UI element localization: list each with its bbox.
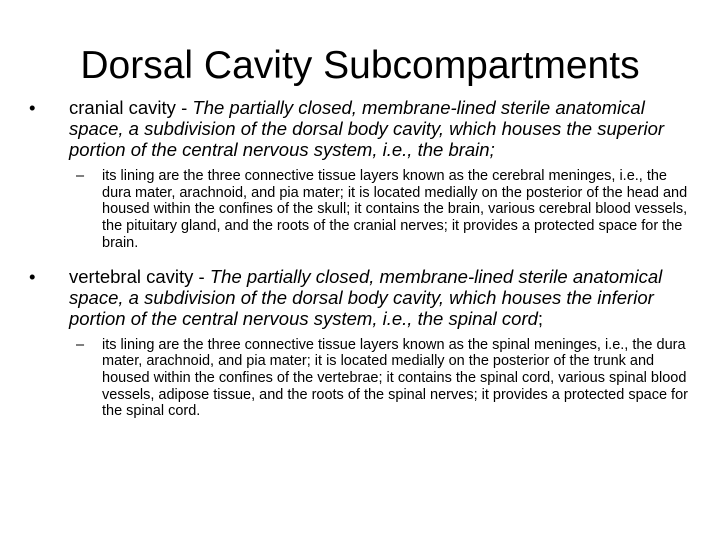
sub-bullet-cranial-cavity <box>24 168 694 252</box>
bullet-separator: - <box>193 265 210 287</box>
bullet-vertebral-cavity <box>24 266 694 329</box>
sub-bullet-marker: – <box>76 168 85 184</box>
bullet-term: vertebral cavity <box>69 265 194 287</box>
sub-bullet-vertebral-cavity <box>24 337 694 421</box>
bullet-definition: The partially closed, membrane-lined sterile anatomical space, a subdivision of the dorsal body cavity, which houses the inferior portion of the central nervous system, i.e., the spinal cord <box>69 265 663 329</box>
sub-bullet-marker: – <box>76 336 85 353</box>
sub-bullet-text: its lining are the three connective tissue layers known as the cerebral meninges, i.e., the dura mater, arachnoid, and pia mater; it is located medially on the posterior of the head and housed within the confines of the skull; it contains the brain, various cerebral blood vessels, the pituitary gland, and the roots of the cranial nerves; it provides a protected space for the brain. <box>102 168 688 251</box>
bullet-cranial-cavity <box>24 97 694 160</box>
slide-title: Dorsal Cavity Subcompartments <box>80 44 640 87</box>
sub-bullet-text: its lining are the three connective tissue layers known as the spinal meninges, i.e., the dura mater, arachnoid, and pia mater; it is located medially on the posterior of the trunk and housed within the confines of the vertebrae; it contains the spinal cord, various spinal blood vessels, adipose tissue, and the roots of the spinal nerves; it provides a protected space for the spinal cord. <box>102 336 688 420</box>
bullet-marker: • <box>29 265 36 287</box>
bullet-marker: • <box>29 97 36 118</box>
slide-content <box>24 97 694 434</box>
bullet-trailing: ; <box>537 307 544 329</box>
bullet-definition: The partially closed, membrane-lined sterile anatomical space, a subdivision of the dorsal body cavity, which houses the superior portion of the central nervous system, i.e., the brain; <box>69 97 665 160</box>
bullet-separator: - <box>175 97 193 118</box>
bullet-term: cranial cavity <box>69 97 176 118</box>
